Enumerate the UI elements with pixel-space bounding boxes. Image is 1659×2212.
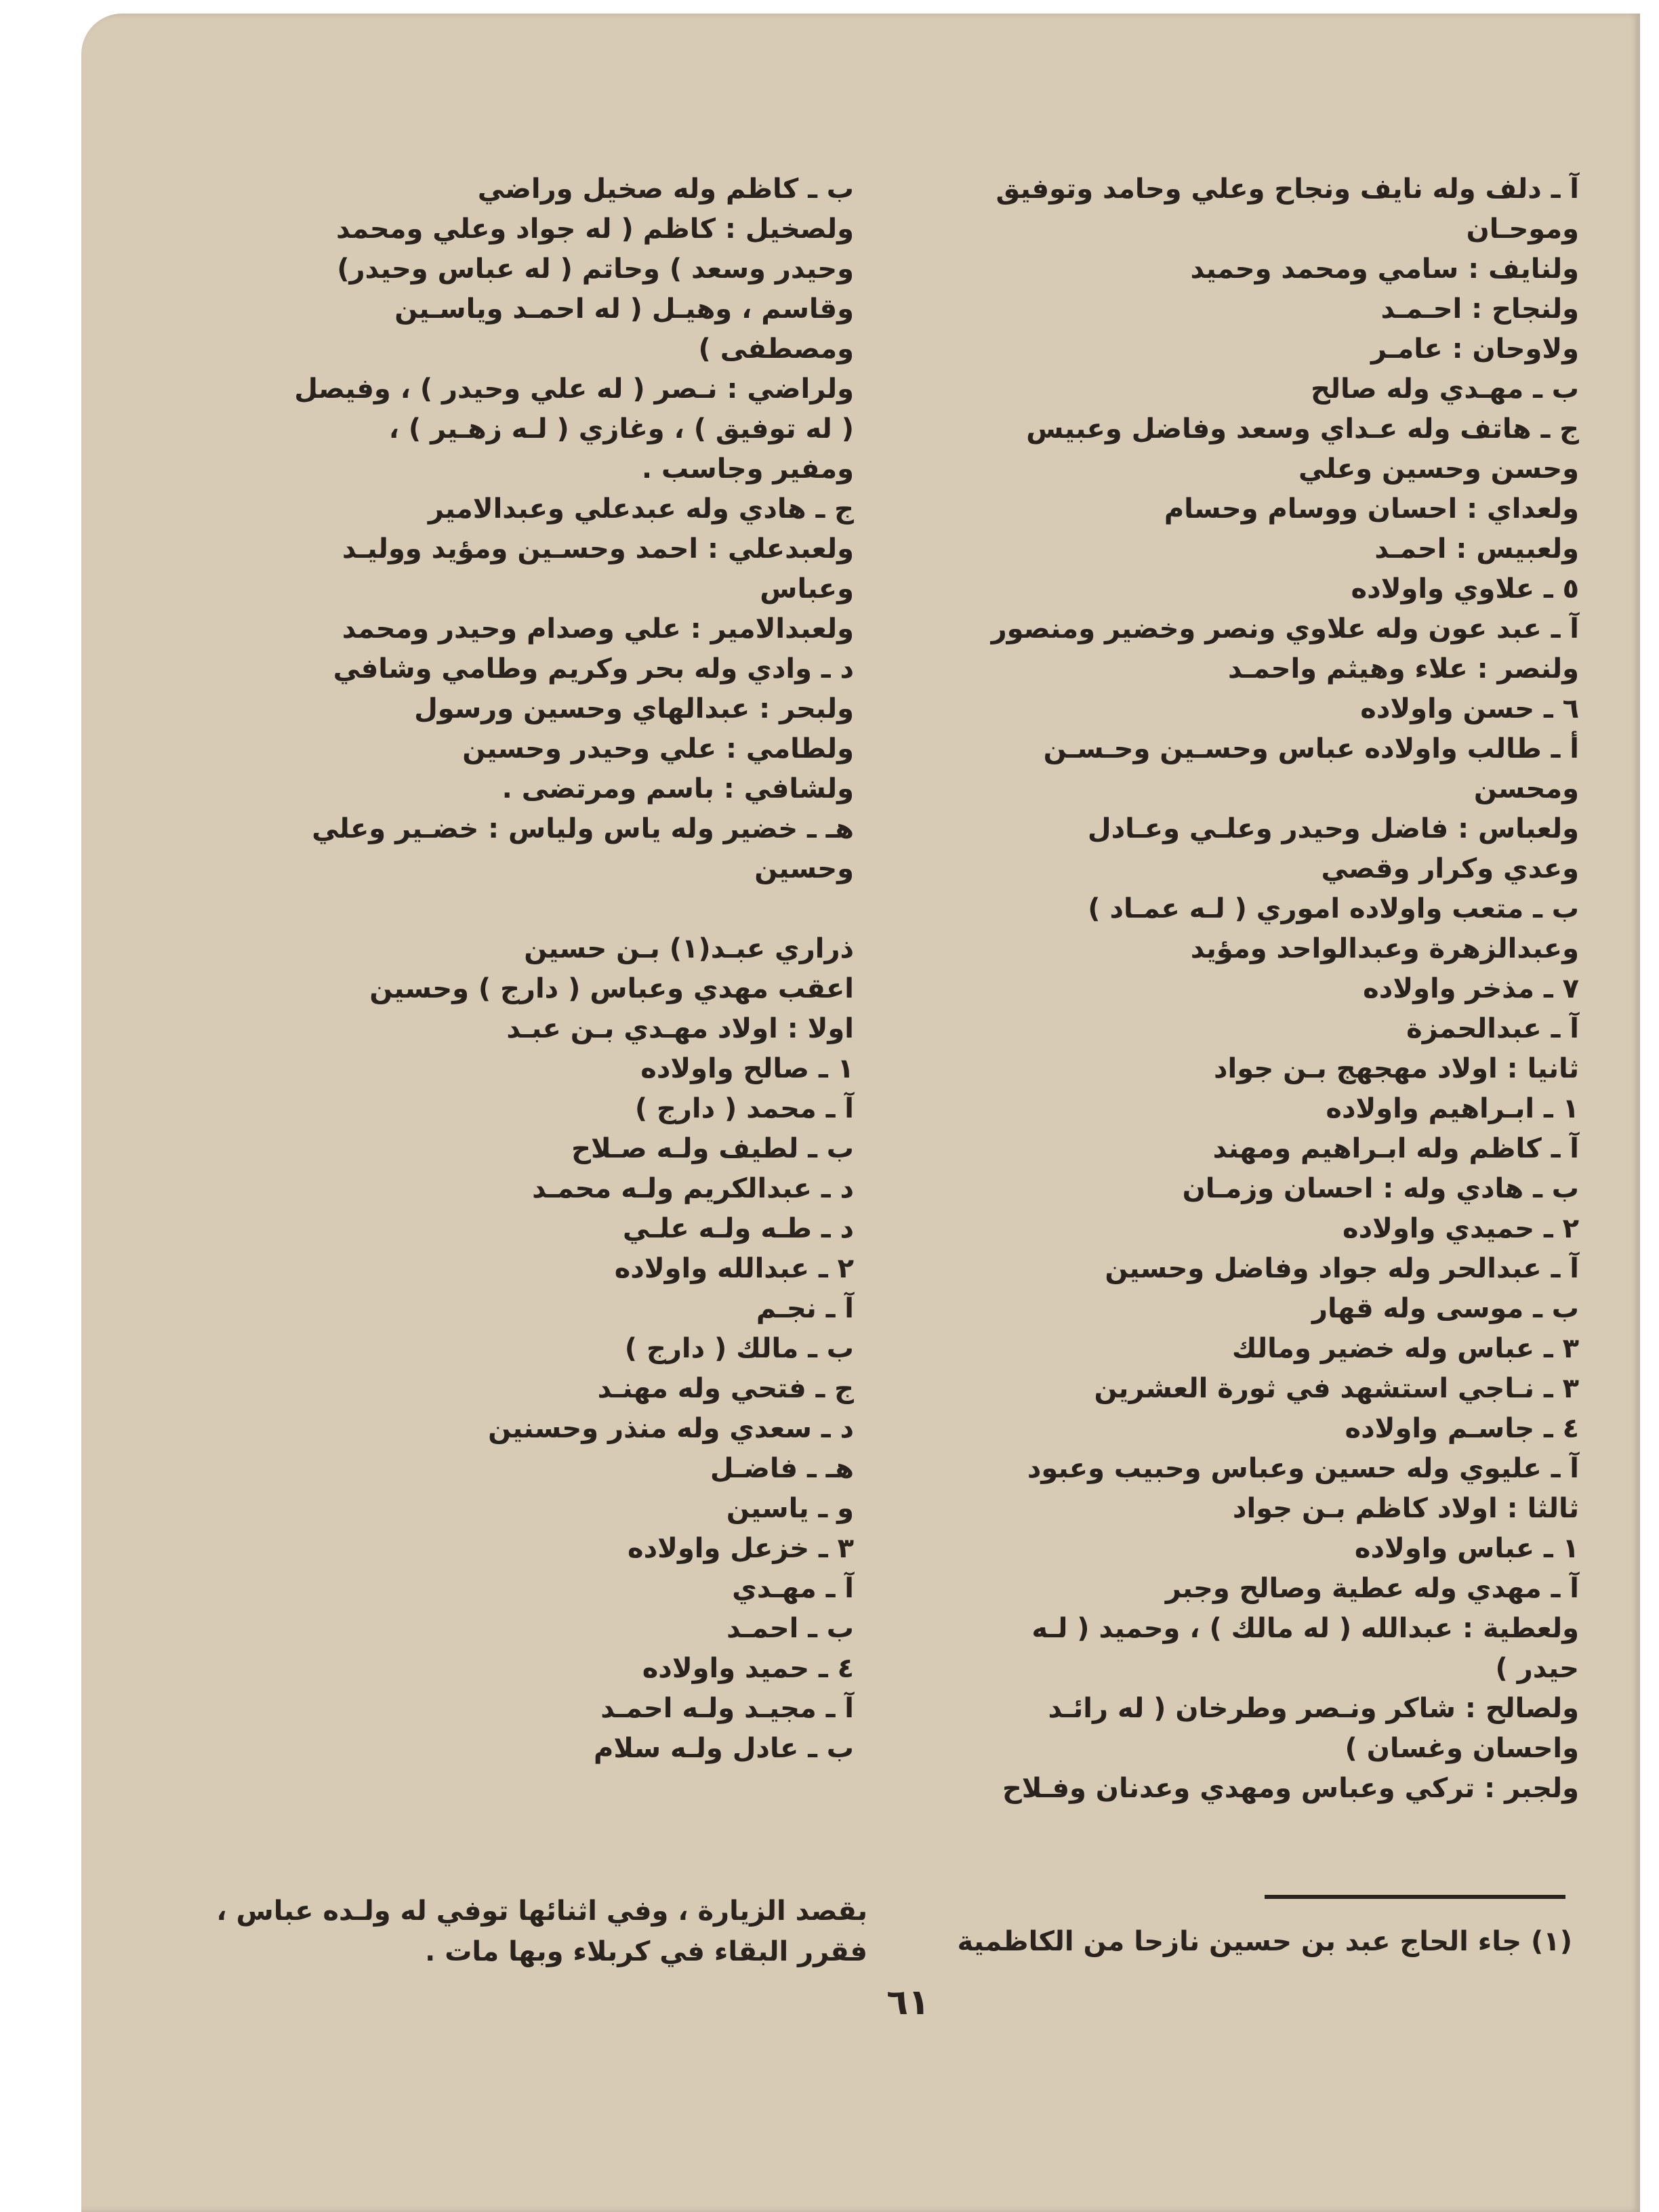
text-line: ثالثا : اولاد كاظم بـن جواد	[1232, 1493, 1579, 1524]
text-line: آ ـ كاظم وله ابـراهيم ومهند	[1212, 1133, 1579, 1164]
text-line: وحسين	[754, 853, 854, 884]
text-line: ٢ ـ حميدي واولاده	[1343, 1213, 1579, 1244]
text-line: ٣ ـ خزعل واولاده	[628, 1533, 854, 1564]
text-line: ٣ ـ نـاجي استشهد في ثورة العشرين	[1094, 1373, 1579, 1404]
text-line: وعبدالزهرة وعبدالواحد ومؤيد	[1190, 933, 1579, 964]
text-line: وموحـان	[1466, 213, 1579, 245]
text-line: ٣ ـ عباس وله خضير ومالك	[1231, 1333, 1579, 1364]
text-line: ولشافي : باسم ومرتضى .	[501, 773, 854, 804]
text-line: د ـ طـه ولـه علـي	[622, 1213, 854, 1244]
text-line: ولطامي : علي وحيدر وحسين	[462, 733, 854, 764]
text-line: آ ـ مهدي وله عطية وصالح وجبر	[1165, 1573, 1579, 1604]
text-line: د ـ سعدي وله منذر وحسنين	[488, 1413, 854, 1444]
book-page	[81, 14, 1640, 2212]
page-number: ٦١	[886, 1982, 930, 2023]
text-line: ثانيا : اولاد مهجهج بـن جواد	[1214, 1053, 1579, 1084]
text-line: ٢ ـ عبدالله واولاده	[614, 1253, 854, 1284]
text-line: ولعبيس : احمـد	[1374, 533, 1579, 565]
text-line: ذراري عبـد(١) بـن حسين	[524, 933, 854, 964]
text-line: ولاوحان : عامـر	[1370, 333, 1579, 365]
text-line: ١ ـ عباس واولاده	[1354, 1533, 1579, 1564]
text-line: ومصطفى )	[698, 333, 854, 365]
text-line: ب ـ هادي وله : احسان وزمـان	[1182, 1173, 1579, 1204]
text-line: ولنصر : علاء وهيثم واحمـد	[1228, 653, 1579, 684]
text-line: ولنايف : سامي ومحمد وحميد	[1190, 253, 1579, 285]
text-line: ٥ ـ علاوي واولاده	[1351, 573, 1579, 605]
text-line: آ ـ دلف وله نايف ونجاح وعلي وحامد وتوفيق	[996, 173, 1579, 205]
text-line: آ ـ عبدالحمزة	[1406, 1013, 1579, 1044]
text-line: ب ـ مالك ( دارج )	[624, 1333, 854, 1364]
text-line: أ ـ طالب واولاده عباس وحسـين وحـسـن	[1043, 733, 1579, 764]
text-line: ب ـ لطيف ولـه صـلاح	[571, 1133, 854, 1164]
text-line: آ ـ عبد عون وله علاوي ونصر وخضير ومنصور	[991, 613, 1579, 644]
text-line: و ـ ياسين	[726, 1493, 854, 1524]
footnote-left	[190, 1891, 867, 1972]
text-line: آ ـ عليوي وله حسين وعباس وحبيب وعبود	[1027, 1453, 1579, 1484]
text-line: ولعبدعلي : احمد وحسـين ومؤيد ووليـد	[342, 533, 854, 565]
text-line: د ـ عبدالكريم ولـه محمـد	[532, 1173, 854, 1204]
text-line: ب ـ موسى وله قهار	[1311, 1293, 1579, 1324]
text-line: اعقب مهدي وعباس ( دارج ) وحسين	[369, 973, 854, 1004]
text-line: آ ـ عبدالحر وله جواد وفاضل وحسين	[1105, 1253, 1579, 1284]
text-line: ولعباس : فاضل وحيدر وعلـي وعـادل	[1087, 813, 1579, 844]
text-line: ب ـ احمـد	[726, 1613, 854, 1644]
text-line: ومحسن	[1473, 773, 1579, 804]
text-line: آ ـ محمد ( دارج )	[634, 1093, 854, 1124]
footnote-left-line1: بقصد الزيارة ، وفي اثنائها توفي له ولـده عباس ،	[216, 1896, 867, 1927]
text-line: ج ـ هادي وله عبدعلي وعبدالامير	[428, 493, 854, 525]
text-line: ب ـ كاظم وله صخيل وراضي	[477, 173, 854, 205]
text-line: ب ـ مهـدي وله صالح	[1311, 373, 1579, 405]
text-line: آ ـ نجـم	[756, 1293, 854, 1324]
text-line: ٤ ـ حميد واولاده	[642, 1653, 854, 1684]
text-line: هـ ـ فاضـل	[710, 1453, 854, 1484]
text-line: وعباس	[760, 573, 854, 605]
text-line: واحسان وغسان )	[1345, 1733, 1579, 1764]
text-line: هـ ـ خضير وله ياس ولياس : خضـير وعلي	[312, 813, 854, 844]
left-column	[176, 169, 854, 1769]
text-line: حيدر )	[1495, 1653, 1579, 1684]
text-line: ولعداي : احسان ووسام وحسام	[1164, 493, 1579, 525]
text-line: ومفير وجاسب .	[641, 453, 854, 485]
right-column	[918, 169, 1579, 1809]
text-line: ٤ ـ جاسـم واولاده	[1345, 1413, 1579, 1444]
text-line: ولعبدالامير : علي وصدام وحيدر ومحمد	[342, 613, 854, 644]
text-line: اولا : اولاد مهـدي بـن عبـد	[506, 1013, 854, 1044]
text-line: وحسن وحسين وعلي	[1298, 453, 1579, 485]
text-line: ولصخيل : كاظم ( له جواد وعلي ومحمد	[335, 213, 854, 245]
text-line: ١ ـ ابـراهيم واولاده	[1326, 1093, 1579, 1124]
text-line: ولصالح : شاكر ونـصر وطرخان ( له رائـد	[1048, 1693, 1579, 1724]
text-line: آ ـ مجيـد ولـه احمـد	[600, 1693, 854, 1724]
text-line: ج ـ هاتف وله عـداي وسعد وفاضل وعبيس	[1026, 413, 1579, 445]
text-line: ٧ ـ مذخر واولاده	[1363, 973, 1579, 1004]
text-line: وحيدر وسعد ) وحاتم ( له عباس وحيدر)	[337, 253, 854, 285]
text-line: وقاسم ، وهيـل ( له احمـد وياسـين	[394, 293, 854, 325]
text-line: ولنجاح : احـمـد	[1380, 293, 1579, 325]
text-line: ٦ ـ حسن واولاده	[1360, 693, 1579, 724]
text-line: ولجبر : تركي وعباس ومهدي وعدنان وفـلاح	[1002, 1773, 1579, 1804]
text-line: ١ ـ صالح واولاده	[640, 1053, 854, 1084]
text-line: ( له توفيق ) ، وغازي ( لـه زهـير ) ،	[388, 413, 854, 445]
text-line: ج ـ فتحي وله مهنـد	[597, 1373, 854, 1404]
text-line: آ ـ مهـدي	[732, 1573, 854, 1604]
text-line: ولبحر : عبدالهاي وحسين ورسول	[414, 693, 854, 724]
footnote-right: (١) جاء الحاج عبد بن حسين نازحا من الكاظمية	[957, 1926, 1572, 1957]
text-line	[176, 889, 854, 929]
text-line: ولعطية : عبدالله ( له مالك ) ، وحميد ( لـه	[1031, 1613, 1579, 1644]
text-line: ولراضي : نـصر ( له علي وحيدر ) ، وفيصل	[294, 373, 854, 405]
text-line: وعدي وكرار وقصي	[1321, 853, 1579, 884]
text-line: ب ـ متعب واولاده اموري ( لـه عمـاد )	[1088, 893, 1579, 924]
footnote-left-line2: فقرر البقاء في كربلاء وبها مات .	[425, 1936, 867, 1967]
footnote-divider	[1265, 1895, 1565, 1899]
text-line: ب ـ عادل ولـه سلام	[594, 1733, 854, 1764]
text-line: د ـ وادي وله بحر وكريم وطامي وشافي	[333, 653, 854, 684]
